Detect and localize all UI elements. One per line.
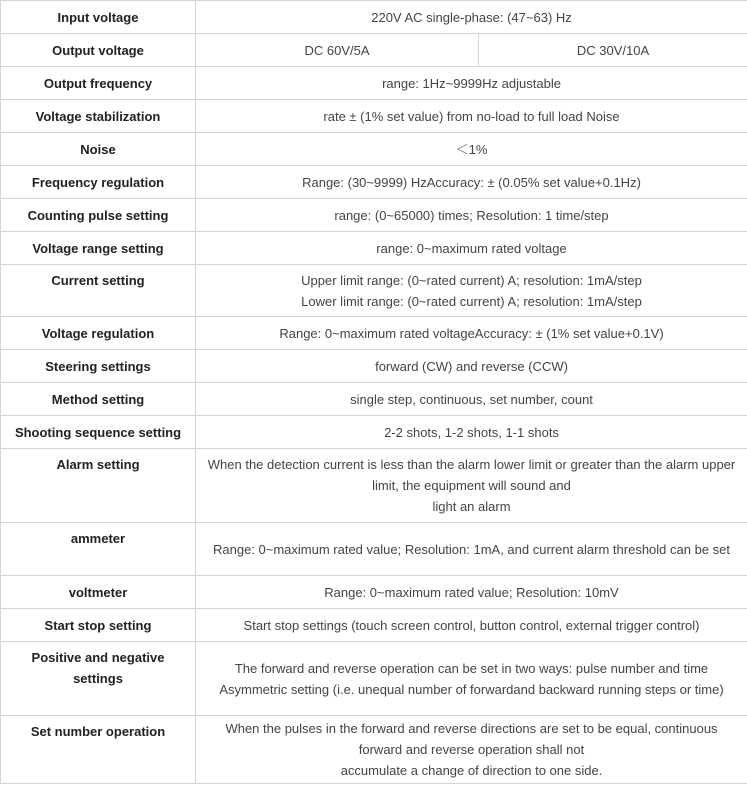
row-value xyxy=(196,642,747,716)
value-line: Upper limit range: (0~rated current) A; resolution: 1mA/step xyxy=(301,272,642,288)
row-label: voltmeter xyxy=(1,576,196,609)
row-value: single step, continuous, set number, count xyxy=(196,383,747,416)
value-line: Asymmetric setting (i.e. unequal number of forwardand backward running steps or time) xyxy=(219,681,724,697)
table-row xyxy=(1,100,747,133)
row-value xyxy=(196,449,747,523)
row-value: range: 1Hz~9999Hz adjustable xyxy=(196,67,747,100)
value-line: accumulate a change of direction to one side. xyxy=(340,763,603,778)
row-value: ＜1% xyxy=(196,133,747,166)
row-value: Start stop settings (touch screen control, button control, external trigger control) xyxy=(196,609,747,642)
table-row xyxy=(1,67,747,100)
row-label: Frequency regulation xyxy=(1,166,196,199)
row-value: rate ± (1% set value) from no-load to full load Noise xyxy=(196,100,747,133)
row-label: Voltage range setting xyxy=(1,232,196,265)
value-line: Range: 0~maximum rated value; Resolution: 1mA, and current alarm threshold can be set xyxy=(212,541,731,557)
table-row xyxy=(1,523,747,576)
table-row xyxy=(1,1,747,34)
row-label: Steering settings xyxy=(1,350,196,383)
row-label: Voltage stabilization xyxy=(1,100,196,133)
table-row xyxy=(1,383,747,416)
row-value: Range: (30~9999) HzAccuracy: ± (0.05% set value+0.1Hz) xyxy=(196,166,747,199)
row-label: Set number operation xyxy=(1,716,196,784)
row-label: Current setting xyxy=(1,265,196,317)
table-row xyxy=(1,166,747,199)
row-value: range: (0~65000) times; Resolution: 1 time/step xyxy=(196,199,747,232)
row-value: Range: 0~maximum rated value; Resolution: 10mV xyxy=(196,576,747,609)
row-label: Output frequency xyxy=(1,67,196,100)
row-value: DC 30V/10A xyxy=(479,34,747,67)
table-row xyxy=(1,232,747,265)
value-line: The forward and reverse operation can be set in two ways: pulse number and time xyxy=(234,660,709,676)
row-label: Input voltage xyxy=(1,1,196,34)
table-row xyxy=(1,576,747,609)
row-label: Voltage regulation xyxy=(1,317,196,350)
row-label: Noise xyxy=(1,133,196,166)
row-value: 2-2 shots, 1-2 shots, 1-1 shots xyxy=(196,416,747,449)
table-row xyxy=(1,133,747,166)
row-label: Alarm setting xyxy=(1,449,196,523)
value-line: Lower limit range: (0~rated current) A; resolution: 1mA/step xyxy=(301,293,642,309)
row-value xyxy=(196,523,747,576)
row-value: range: 0~maximum rated voltage xyxy=(196,232,747,265)
table-row xyxy=(1,642,747,716)
row-value: forward (CW) and reverse (CCW) xyxy=(196,350,747,383)
table-row xyxy=(1,350,747,383)
row-label: Method setting xyxy=(1,383,196,416)
table-row xyxy=(1,449,747,523)
table-row xyxy=(1,609,747,642)
row-label: Counting pulse setting xyxy=(1,199,196,232)
table-row xyxy=(1,34,747,67)
row-label: ammeter xyxy=(1,523,196,576)
value-line: light an alarm xyxy=(432,499,511,514)
row-label: Positive and negative settings xyxy=(1,642,196,716)
row-value xyxy=(196,716,747,784)
table-row xyxy=(1,265,747,317)
value-line: When the detection current is less than the alarm lower limit or greater than the alarm upper limit, the equipment will sound and xyxy=(207,457,736,493)
table-row xyxy=(1,199,747,232)
row-value: DC 60V/5A xyxy=(196,34,479,67)
row-value: Range: 0~maximum rated voltageAccuracy: ± (1% set value+0.1V) xyxy=(196,317,747,350)
table-row xyxy=(1,317,747,350)
row-label: Start stop setting xyxy=(1,609,196,642)
row-label: Shooting sequence setting xyxy=(1,416,196,449)
row-value: 220V AC single-phase: (47~63) Hz xyxy=(196,1,747,34)
table-row xyxy=(1,716,747,784)
row-label: Output voltage xyxy=(1,34,196,67)
row-value xyxy=(196,265,747,317)
table-row xyxy=(1,416,747,449)
value-line: When the pulses in the forward and reverse directions are set to be equal, continuous forward and reverse operation shall not xyxy=(225,721,718,757)
